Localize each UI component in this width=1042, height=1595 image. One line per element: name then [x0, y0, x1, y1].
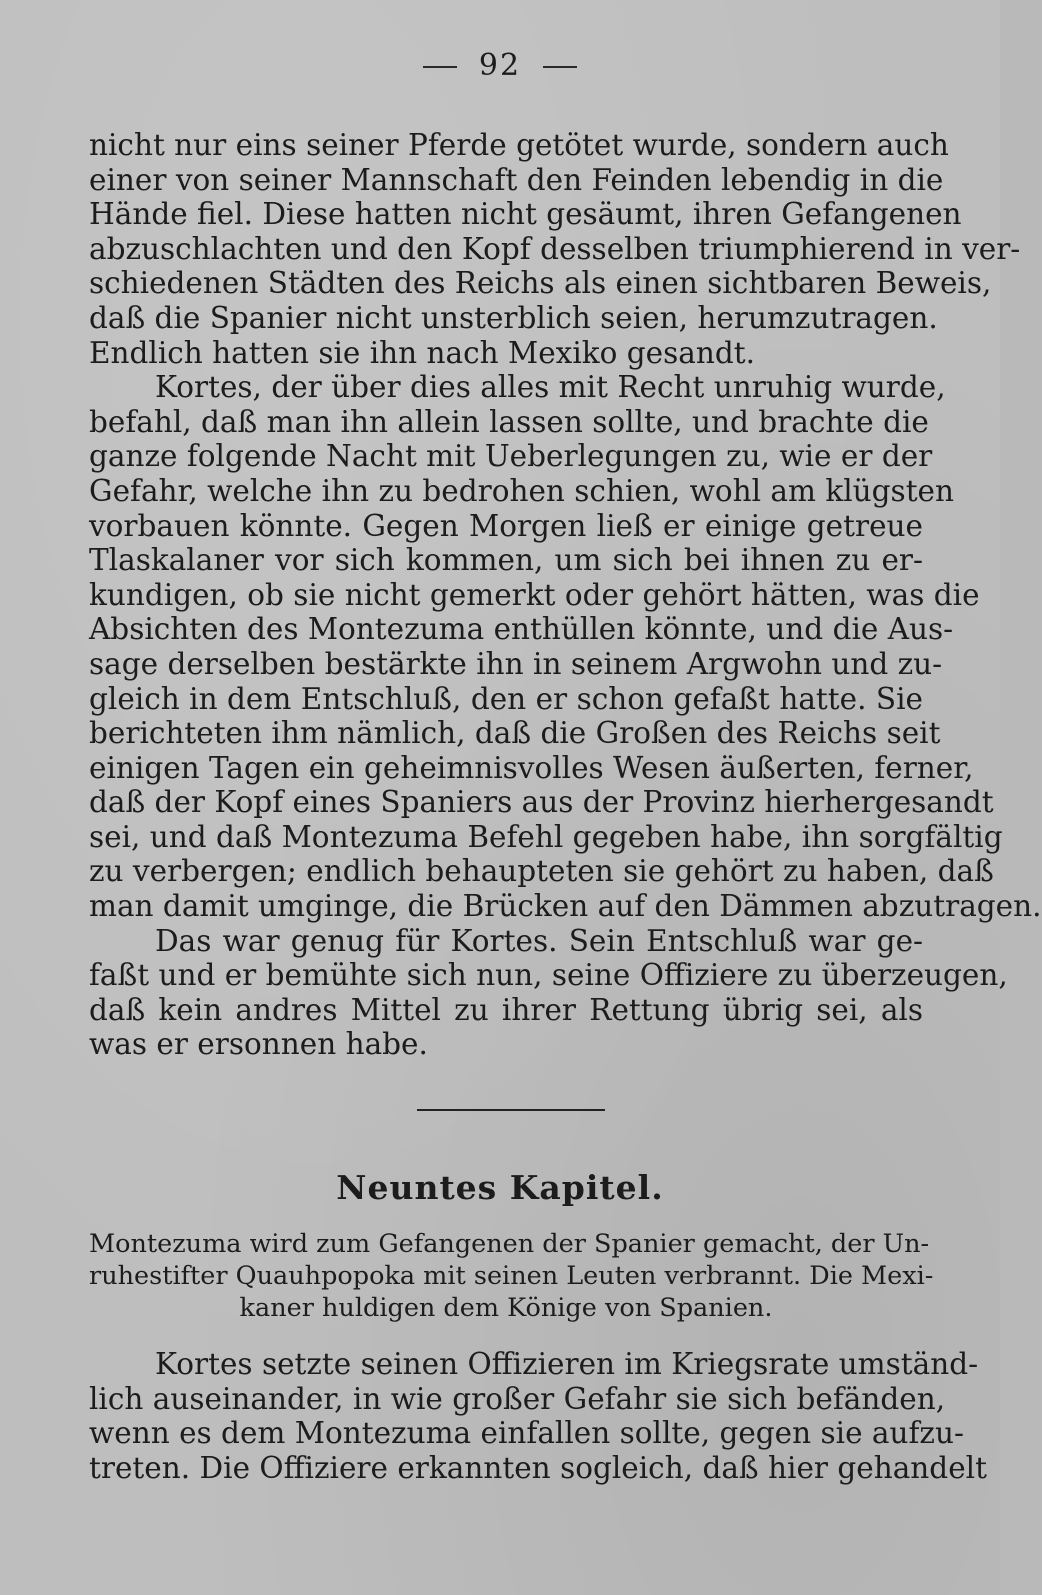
paragraph-2	[89, 370, 1042, 924]
text-line: vorbauen könnte. Gegen Morgen ließ er einige getreue	[89, 508, 923, 543]
text-line: ganze folgende Nacht mit Ueberlegungen zu, wie er der	[89, 439, 933, 474]
summary-line: ruhestifter Quauhpopoka mit seinen Leuten verbrannt. Die Mexi-	[89, 1261, 934, 1291]
text-line: daß die Spanier nicht unsterblich seien, herumzutragen.	[89, 300, 938, 335]
text-line: sage derselben bestärkte ihn in seinem Argwohn und zu-	[89, 646, 943, 681]
text-line: Absichten des Montezuma enthüllen könnte, und die Aus-	[89, 612, 954, 647]
text-line: faßt und er bemühte sich nun, seine Offiziere zu überzeugen,	[89, 958, 1008, 993]
text-line: befahl, daß man ihn allein lassen sollte, und brachte die	[89, 404, 929, 439]
text-line: gleich in dem Entschluß, den er schon gefaßt hatte. Sie	[89, 681, 923, 716]
text-line: man damit umginge, die Brücken auf den Dämmen abzutragen.	[89, 889, 1042, 924]
text-line: kundigen, ob sie nicht gemerkt oder gehört hätten, was die	[89, 577, 980, 612]
paragraph-4	[89, 1347, 987, 1485]
text-line: Hände fiel. Diese hatten nicht gesäumt, ihren Gefangenen	[89, 197, 962, 232]
text-line: einer von seiner Mannschaft den Feinden lebendig in die	[89, 162, 944, 197]
text-line: nicht nur eins seiner Pferde getötet wurde, sondern auch	[89, 128, 949, 162]
text-line: daß kein andres Mittel zu ihrer Rettung übrig sei, als	[89, 992, 923, 1027]
text-line: Kortes setzte seinen Offizieren im Kriegsrate umständ-	[155, 1347, 979, 1381]
text-line: Kortes, der über dies alles mit Recht unruhig wurde,	[155, 370, 946, 405]
text-line: abzuschlachten und den Kopf desselben triumphierend in ver-	[89, 231, 1021, 266]
text-line: treten. Die Offiziere erkannten sogleich, daß hier gehandelt	[89, 1450, 987, 1485]
chapter-title: Neuntes Kapitel.	[336, 1168, 664, 1207]
paragraph-3	[89, 923, 1008, 1062]
text-line: daß der Kopf eines Spaniers aus der Provinz hierhergesandt	[89, 785, 994, 820]
paragraph-1	[89, 128, 1021, 370]
main-text-block	[89, 128, 1042, 1062]
summary-line: Montezuma wird zum Gefangenen der Spanier gemacht, der Un-	[89, 1229, 930, 1259]
page-header	[0, 48, 1000, 83]
text-line: zu verbergen; endlich behaupteten sie gehört zu haben, daß	[89, 854, 994, 889]
text-line: schiedenen Städten des Reichs als einen sichtbaren Beweis,	[89, 266, 992, 301]
text-line: Tlaskalaner vor sich kommen, um sich bei ihnen zu er-	[89, 543, 923, 578]
page-number: 92	[478, 48, 522, 83]
summary-line: kaner huldigen dem Könige von Spanien.	[239, 1293, 773, 1323]
section-divider	[417, 1109, 605, 1111]
chapter-text-block	[89, 1347, 987, 1485]
text-line: wenn es dem Montezuma einfallen sollte, gegen sie aufzu-	[89, 1416, 964, 1451]
text-line: lich auseinander, in wie großer Gefahr sie sich befänden,	[89, 1381, 946, 1416]
text-line: Endlich hatten sie ihn nach Mexiko gesandt.	[89, 335, 755, 370]
text-line: einigen Tagen ein geheimnisvolles Wesen äußerten, ferner,	[89, 750, 974, 785]
chapter-summary	[89, 1228, 934, 1324]
text-line: Das war genug für Kortes. Sein Entschluß war ge-	[155, 923, 923, 958]
header-dash-left	[423, 66, 457, 68]
text-line: was er ersonnen habe.	[89, 1027, 428, 1062]
text-line: sei, und daß Montezuma Befehl gegeben habe, ihn sorgfältig	[89, 819, 1003, 854]
text-line: Gefahr, welche ihn zu bedrohen schien, wohl am klügsten	[89, 473, 955, 508]
text-line: berichteten ihm nämlich, daß die Großen des Reichs seit	[89, 716, 941, 751]
header-dash-right	[543, 66, 577, 68]
